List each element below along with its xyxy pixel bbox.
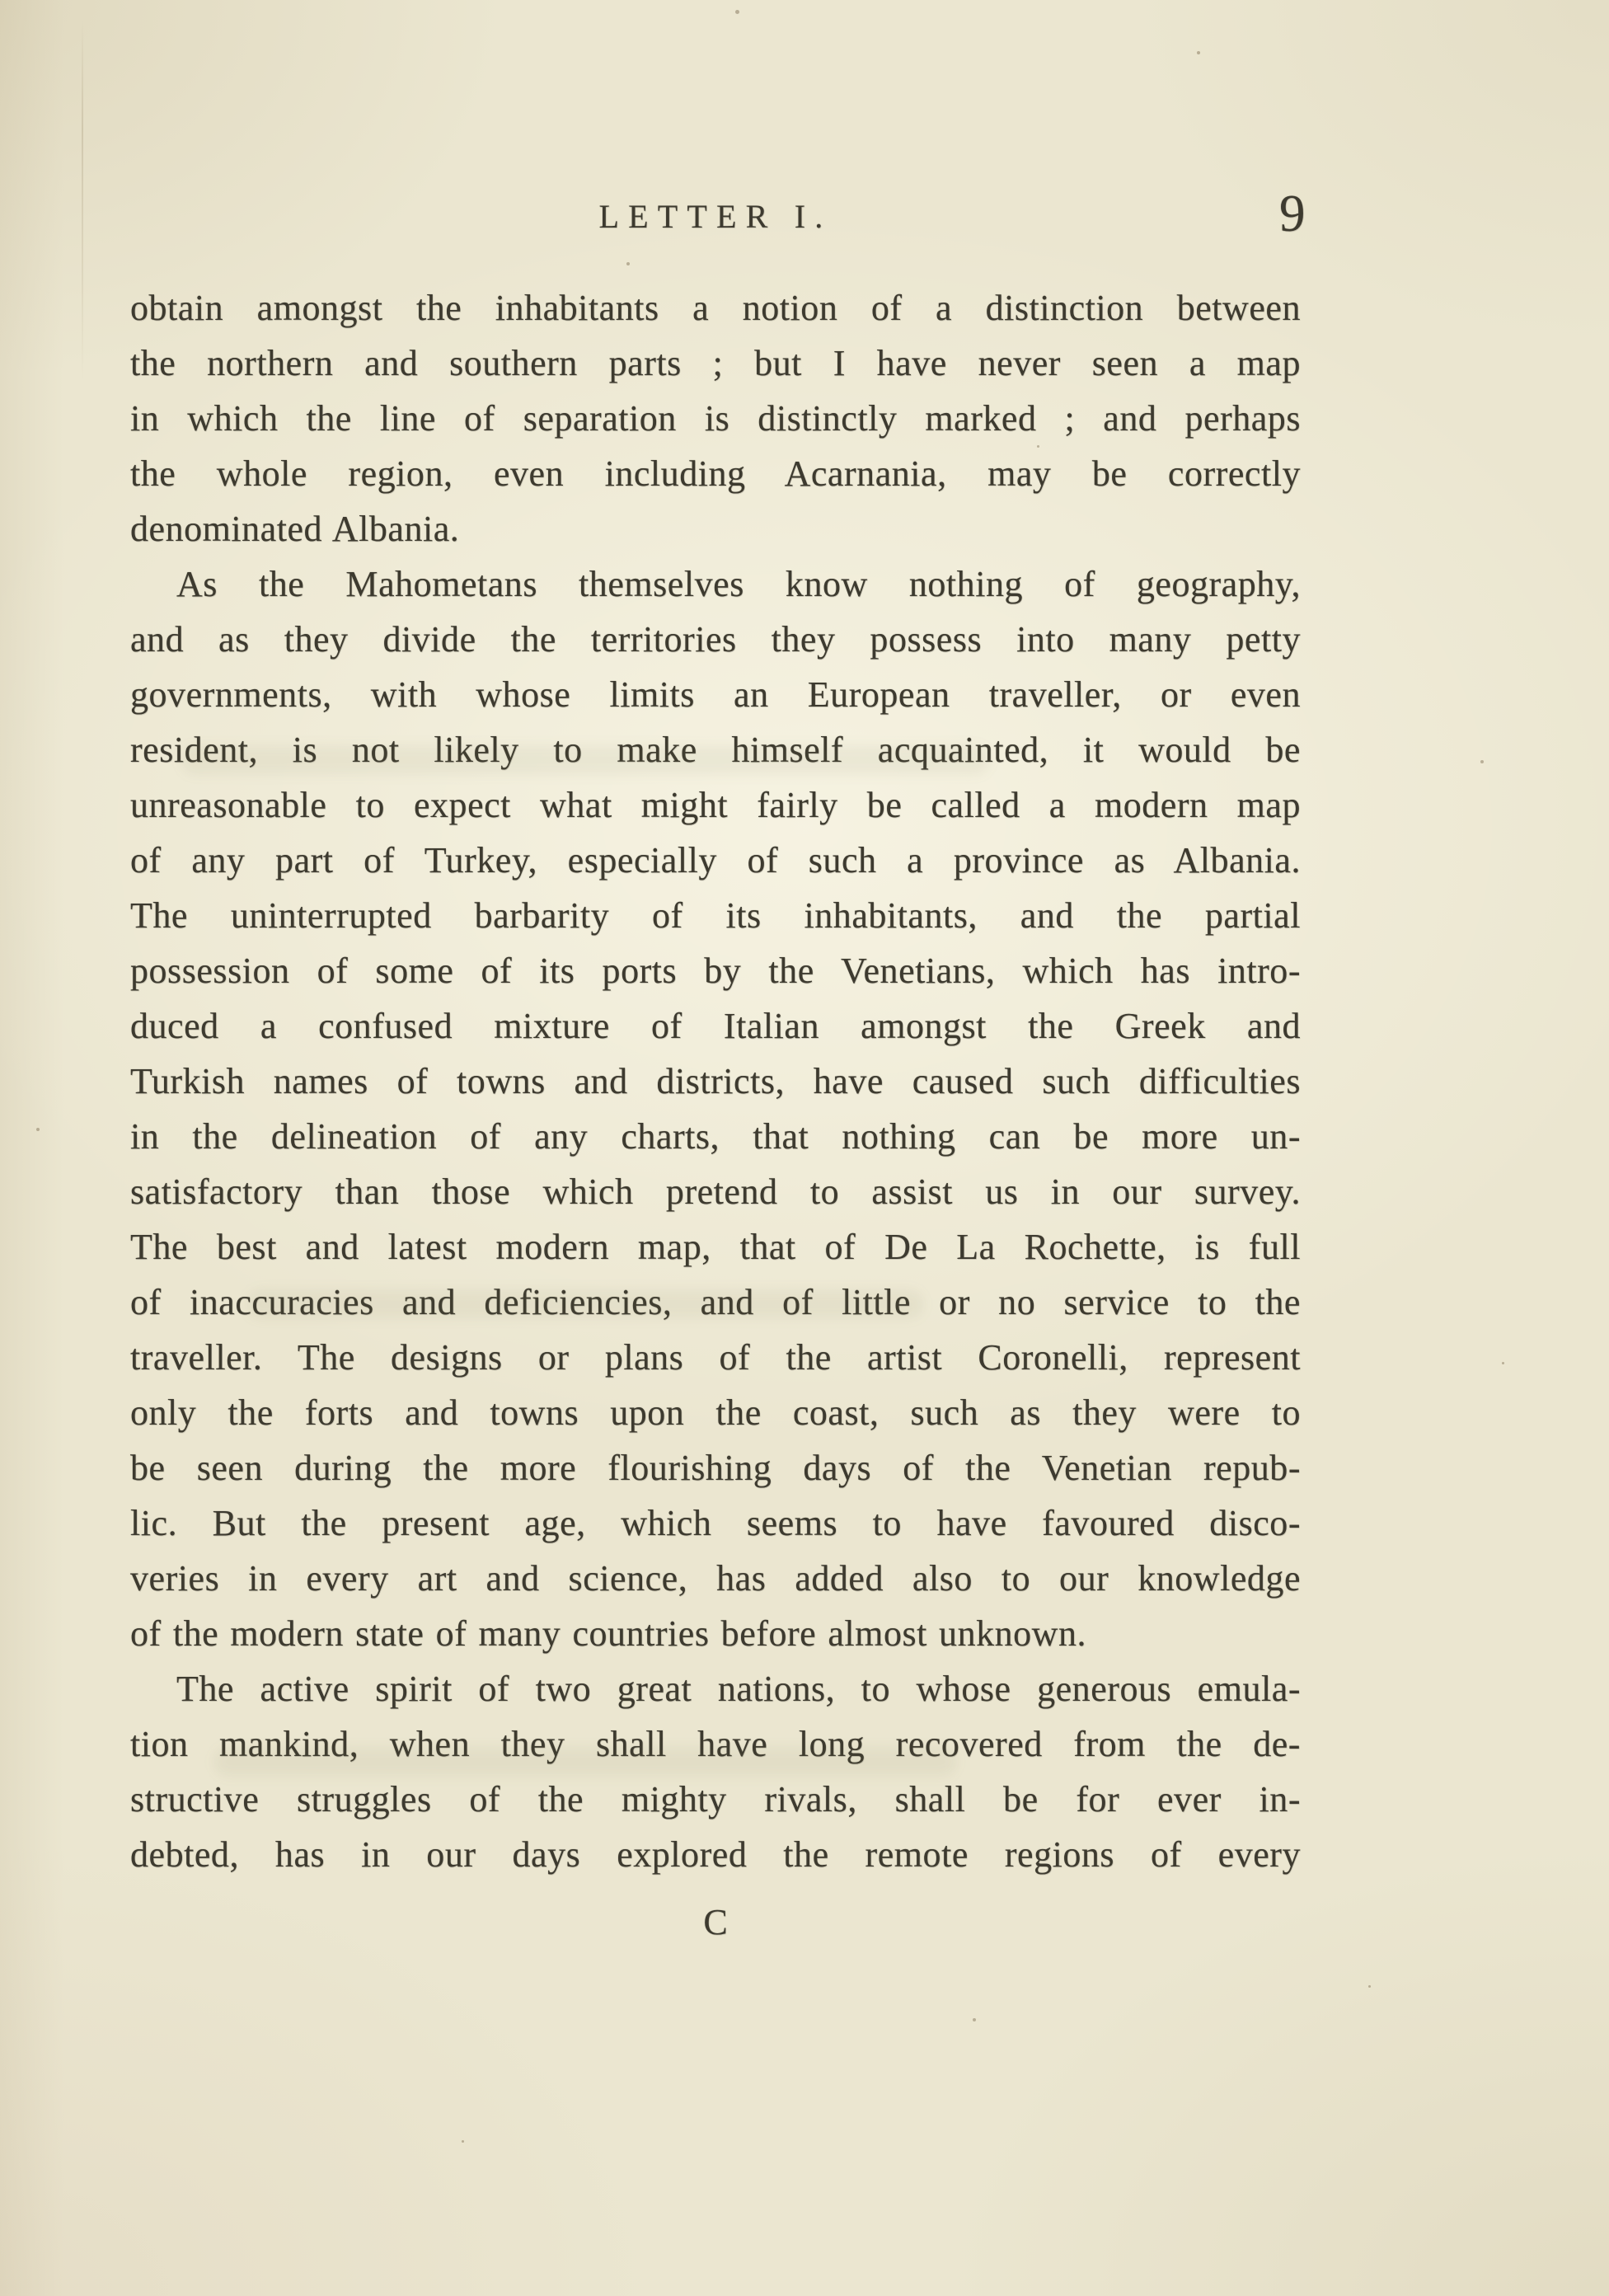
- text-line: tion mankind, when they shall have long recovered from the de-: [130, 1724, 1301, 1764]
- text-line: traveller. The designs or plans of the artist Coronelli, represent: [130, 1337, 1301, 1378]
- text-line: be seen during the more flourishing days of the Venetian repub-: [130, 1448, 1301, 1488]
- paper-speck: [1480, 760, 1484, 763]
- text-line: the northern and southern parts ; but I have never seen a map: [130, 343, 1301, 383]
- paper-speck: [462, 2140, 464, 2143]
- text-line: satisfactory than those which pretend to assist us in our survey.: [130, 1171, 1301, 1212]
- show-through-smudge: [247, 1290, 923, 1318]
- text-line: obtain amongst the inhabitants a notion of a distinction between: [130, 288, 1301, 328]
- paper-speck: [1368, 1985, 1371, 1988]
- paper-speck: [36, 1128, 40, 1131]
- text-line: Turkish names of towns and districts, have caused such difficulties: [130, 1061, 1301, 1101]
- text-block: [130, 280, 1301, 1882]
- text-line: As the Mahometans themselves know nothing of geography,: [176, 564, 1301, 604]
- text-line: of any part of Turkey, especially of such a province as Albania.: [130, 840, 1301, 880]
- text-line: unreasonable to expect what might fairly be called a modern map: [130, 785, 1301, 825]
- text-line: The uninterrupted barbarity of its inhabitants, and the partial: [130, 895, 1301, 936]
- show-through-smudge: [181, 746, 989, 774]
- text-line: lic. But the present age, which seems to have favoured disco-: [130, 1503, 1301, 1543]
- text-line: The best and latest modern map, that of De La Rochette, is full: [130, 1227, 1301, 1267]
- text-line: possession of some of its ports by the Venetians, which has intro-: [130, 951, 1301, 991]
- paper-speck: [626, 262, 630, 265]
- show-through-smudge: [214, 1748, 956, 1776]
- text-line: resident, is not likely to make himself acquainted, it would be: [130, 730, 1301, 770]
- paper-speck: [735, 10, 739, 14]
- text-line: debted, has in our days explored the remote regions of every: [130, 1834, 1301, 1875]
- page-number: 9: [1279, 185, 1306, 242]
- text-line: denominated Albania.: [130, 509, 460, 549]
- text-line: of the modern state of many countries before almost unknown.: [130, 1613, 1087, 1654]
- text-line: in which the line of separation is distinctly marked ; and perhaps: [130, 398, 1301, 439]
- paper-speck: [1502, 1362, 1504, 1364]
- paper-speck: [1197, 51, 1200, 54]
- text-line: in the delineation of any charts, that nothing can be more un-: [130, 1116, 1301, 1157]
- text-line: and as they divide the territories they possess into many petty: [130, 619, 1301, 660]
- text-line: only the forts and towns upon the coast, such as they were to: [130, 1392, 1301, 1433]
- paper-crease: [82, 20, 83, 383]
- text-line: duced a confused mixture of Italian amongst the Greek and: [130, 1006, 1301, 1046]
- text-line: of inaccuracies and deficiencies, and of little or no service to the: [130, 1282, 1301, 1322]
- signature-mark: C: [703, 1902, 728, 1942]
- paper-speck: [973, 2018, 976, 2021]
- text-line: The active spirit of two great nations, to whose generous emula-: [176, 1669, 1301, 1709]
- text-line: structive struggles of the mighty rivals, shall be for ever in-: [130, 1779, 1301, 1819]
- text-line: governments, with whose limits an European traveller, or even: [130, 674, 1301, 715]
- text-line: veries in every art and science, has added also to our knowledge: [130, 1558, 1301, 1599]
- text-line: the whole region, even including Acarnania, may be correctly: [130, 453, 1301, 494]
- paper-speck: [1037, 445, 1039, 448]
- running-title: LETTER I.: [598, 198, 833, 235]
